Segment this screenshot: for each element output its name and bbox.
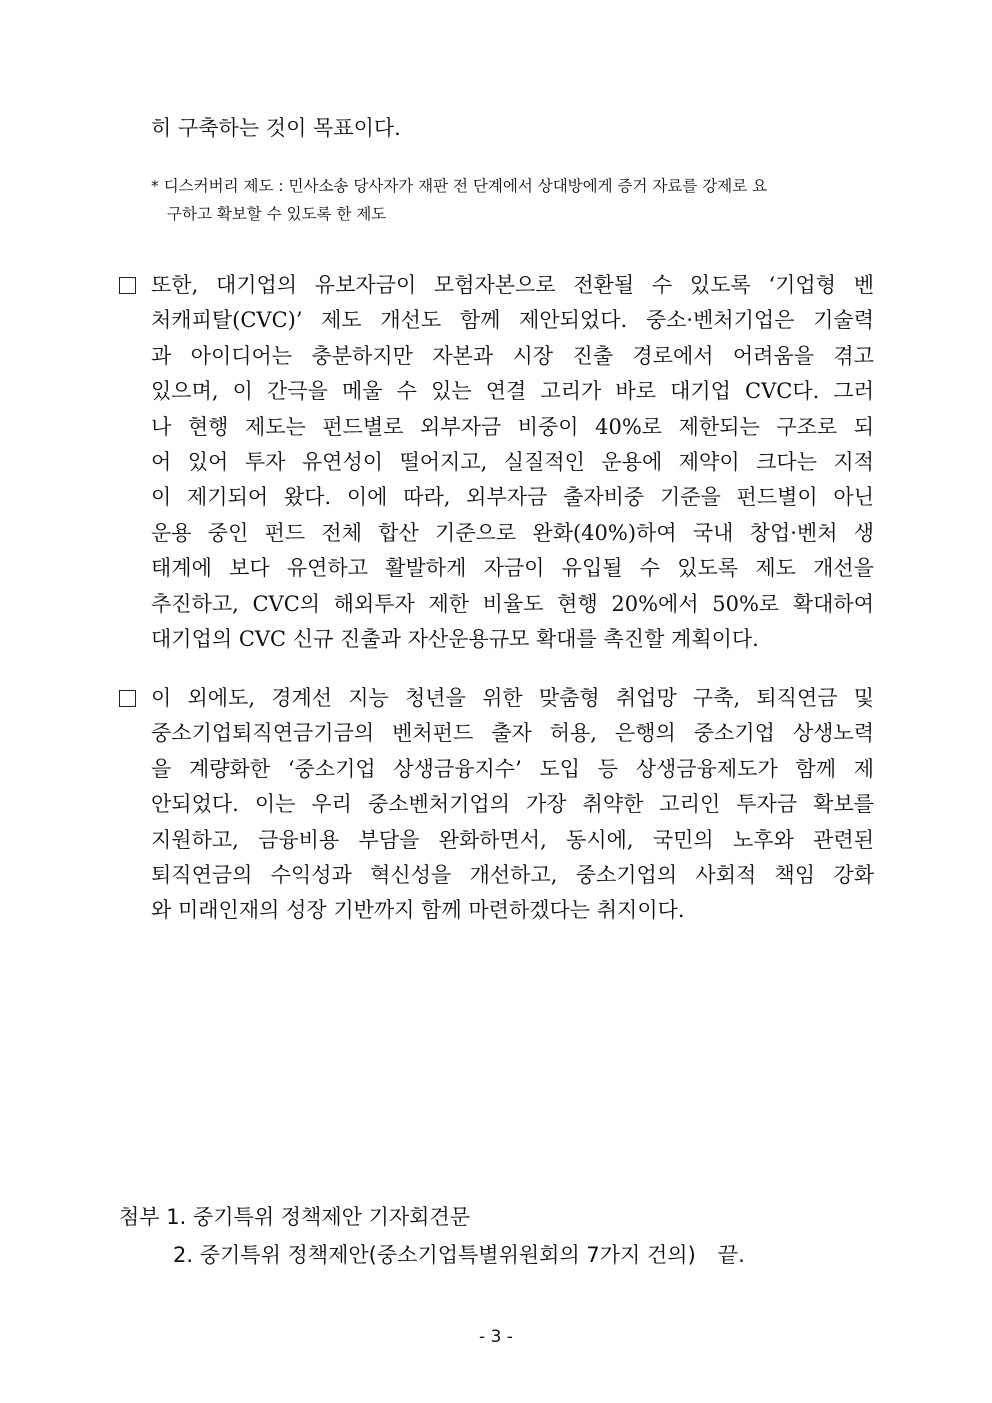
attachment-item-1: 1. 중기특위 정책제안 기자회견문	[166, 1205, 471, 1229]
paragraph-line: 이 제기되어 왔다. 이에 따라, 외부자금 출자비중 기준을 펀드별이 아닌	[151, 485, 874, 510]
paragraph-cvc	[119, 268, 874, 657]
checkbox-bullet-icon	[119, 277, 136, 294]
paragraph-line: 운용 중인 펀드 전체 합산 기준으로 완화(40%)하여 국내 창업·벤처 생	[151, 520, 874, 545]
footnote-text-line1: 디스커버리 제도 : 민사소송 당사자가 재판 전 단계에서 상대방에게 증거 자료를 강제로 요	[163, 177, 768, 195]
paragraph-line: 와 미래인재의 성장 기반까지 함께 마련하겠다는 취지이다.	[151, 898, 685, 923]
checkbox-bullet-icon	[119, 690, 136, 707]
paragraph-line: 처캐피탈(CVC)’ 제도 개선도 함께 제안되었다. 중소·벤처기업은 기술력	[151, 308, 874, 333]
end-mark: 끝.	[717, 1243, 745, 1267]
paragraph-line: 태계에 보다 유연하고 활발하게 자금이 유입될 수 있도록 제도 개선을	[151, 556, 874, 581]
paragraph-line: 어 있어 투자 유연성이 떨어지고, 실질적인 운용에 제약이 크다는 지적	[151, 449, 874, 474]
paragraph-line: 이 외에도, 경계선 지능 청년을 위한 맞춤형 취업망 구축, 퇴직연금 및	[151, 686, 874, 710]
page-number: - 3 -	[479, 1327, 513, 1347]
attachments	[119, 1198, 745, 1274]
attachment-item-2: 2. 중기특위 정책제안(중소기업특별위원회의 7가지 건의)	[173, 1243, 696, 1267]
paragraph-line: 과 아이디어는 충분하지만 자본과 시장 진출 경로에서 어려움을 겪고	[151, 343, 874, 368]
continuation-text: 히 구축하는 것이 목표이다.	[151, 116, 401, 140]
paragraph-line: 나 현행 제도는 펀드별로 외부자금 비중이 40%로 제한되는 구조로 되	[151, 414, 874, 439]
paragraph-line: 또한, 대기업의 유보자금이 모험자본으로 전환될 수 있도록 ‘기업형 벤	[151, 273, 874, 297]
paragraph-line: 대기업의 CVC 신규 진출과 자산운용규모 확대를 촉진할 계획이다.	[151, 626, 759, 651]
paragraph-line: 을 계량화한 ‘중소기업 상생금융지수’ 도입 등 상생금융제도가 함께 제	[151, 756, 874, 781]
footnote-marker: *	[151, 177, 159, 195]
paragraph-line: 중소기업퇴직연금기금의 벤처펀드 출자 허용, 은행의 중소기업 상생노력	[151, 721, 874, 746]
paragraph-line: 안되었다. 이는 우리 중소벤처기업의 가장 취약한 고리인 투자금 확보를	[151, 792, 874, 817]
footnote	[151, 172, 891, 228]
paragraph-line: 지원하고, 금융비용 부담을 완화하면서, 동시에, 국민의 노후와 관련된	[151, 827, 874, 852]
paragraph-line: 있으며, 이 간극을 메울 수 있는 연결 고리가 바로 대기업 CVC다. 그러	[151, 379, 874, 404]
paragraph-line: 추진하고, CVC의 해외투자 제한 비율도 현행 20%에서 50%로 확대하여	[151, 591, 874, 616]
footnote-text-line2: 구하고 확보할 수 있도록 한 제도	[167, 205, 387, 223]
attachments-label: 첨부	[119, 1205, 160, 1229]
paragraph-line: 퇴직연금의 수익성과 혁신성을 개선하고, 중소기업의 사회적 책임 강화	[151, 862, 874, 887]
paragraph-sangsaeng-finance	[119, 681, 874, 929]
